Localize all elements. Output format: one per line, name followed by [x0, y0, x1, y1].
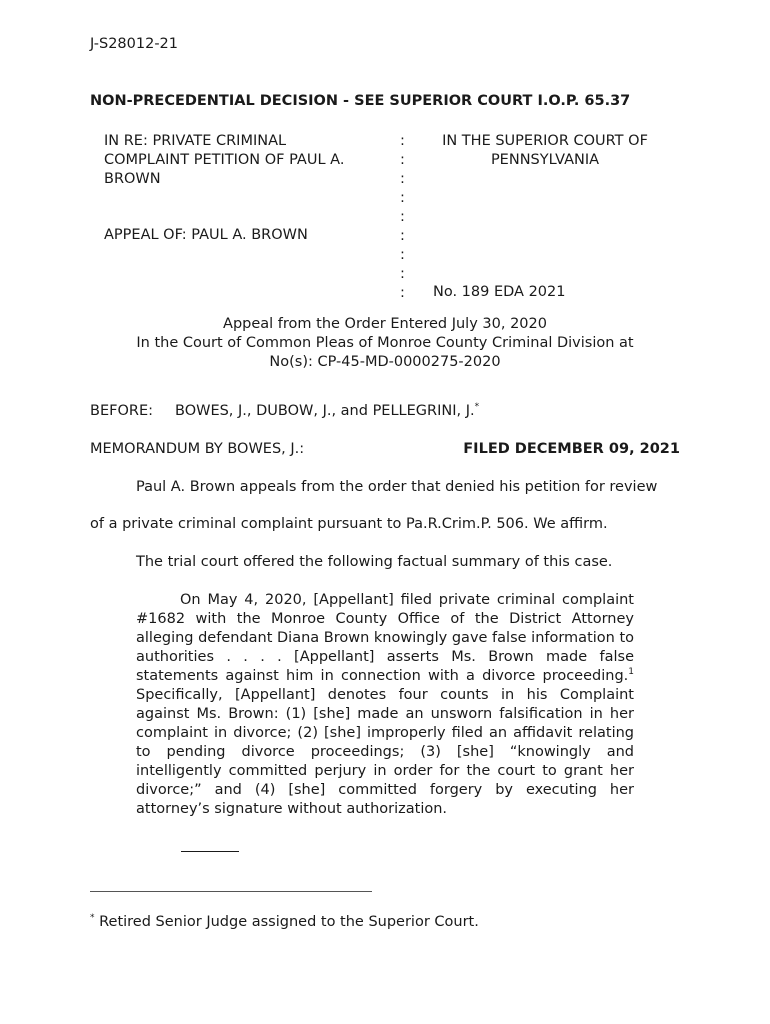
footnote-text: Retired Senior Judge assigned to the Superior Court. [94, 914, 479, 930]
footnote-marker: * [474, 402, 480, 413]
caption-parties [104, 132, 394, 189]
footnote [90, 914, 479, 930]
quote-text: Specifically, [Appellant] denotes four counts in his Complaint against Ms. Brown: (1) [she] made an unsworn falsification in her complaint in divorce; (2) [she] improperly filed an affidavit relating to pending divorce proceedings; (3) [she] “knowingly and intelligently committed perjury in order for the court to grant her divorce;” and (4) [she] committed forgery by executing her attorney’s signature without authorization. [136, 687, 634, 817]
memorandum-by: MEMORANDUM BY BOWES, J.: [90, 441, 305, 457]
appeal-line: In the Court of Common Pleas of Monroe County Criminal Division at [136, 335, 634, 351]
footnote-divider [90, 891, 372, 892]
paragraph-line: Paul A. Brown appeals from the order that denied his petition for review [136, 479, 658, 495]
appeal-line: Appeal from the Order Entered July 30, 2020 [223, 316, 547, 332]
colon: : [400, 190, 405, 206]
caption-divider [400, 132, 410, 303]
caption-court [420, 132, 670, 170]
caption-line: IN RE: PRIVATE CRIMINAL [104, 133, 287, 149]
caption-line: BROWN [104, 171, 161, 187]
colon: : [400, 285, 405, 301]
appeal-line: No(s): CP-45-MD-0000275-2020 [269, 354, 501, 370]
block-quote [136, 591, 634, 819]
filed-date: FILED DECEMBER 09, 2021 [463, 441, 680, 457]
appeal-from [90, 315, 680, 372]
caption-line: COMPLAINT PETITION OF PAUL A. [104, 152, 345, 168]
colon: : [400, 228, 405, 244]
paragraph: The trial court offered the following factual summary of this case. [136, 554, 613, 570]
footnote-marker: * [90, 913, 95, 924]
caption-appeal-of: APPEAL OF: PAUL A. BROWN [104, 227, 308, 243]
footnote-marker: 1 [628, 667, 634, 678]
non-precedential-header: NON-PRECEDENTIAL DECISION - SEE SUPERIOR COURT I.O.P. 65.37 [90, 93, 631, 109]
court-line: IN THE SUPERIOR COURT OF [442, 133, 648, 149]
colon: : [400, 247, 405, 263]
before-label: BEFORE: [90, 403, 153, 419]
colon: : [400, 171, 405, 187]
separator-line [181, 851, 239, 852]
panel-judges [175, 403, 479, 419]
quote-text: On May 4, 2020, [Appellant] filed private criminal complaint #1682 with the Monroe County Office of the District Attorney alleging defendant Diana Brown knowingly gave false information to authorities . . . . [Appellant] asserts Ms. Brown made false statements against him in connection with a divorce proceeding. [136, 592, 635, 684]
docket-number: J-S28012-21 [90, 36, 179, 52]
colon: : [400, 209, 405, 225]
judges-text: BOWES, J., DUBOW, J., and PELLEGRINI, J. [175, 403, 475, 419]
case-number: No. 189 EDA 2021 [433, 284, 566, 300]
colon: : [400, 152, 405, 168]
colon: : [400, 133, 405, 149]
paragraph-line: of a private criminal complaint pursuant to Pa.R.Crim.P. 506. We affirm. [90, 516, 608, 532]
court-line: PENNSYLVANIA [490, 152, 600, 168]
colon: : [400, 266, 405, 282]
